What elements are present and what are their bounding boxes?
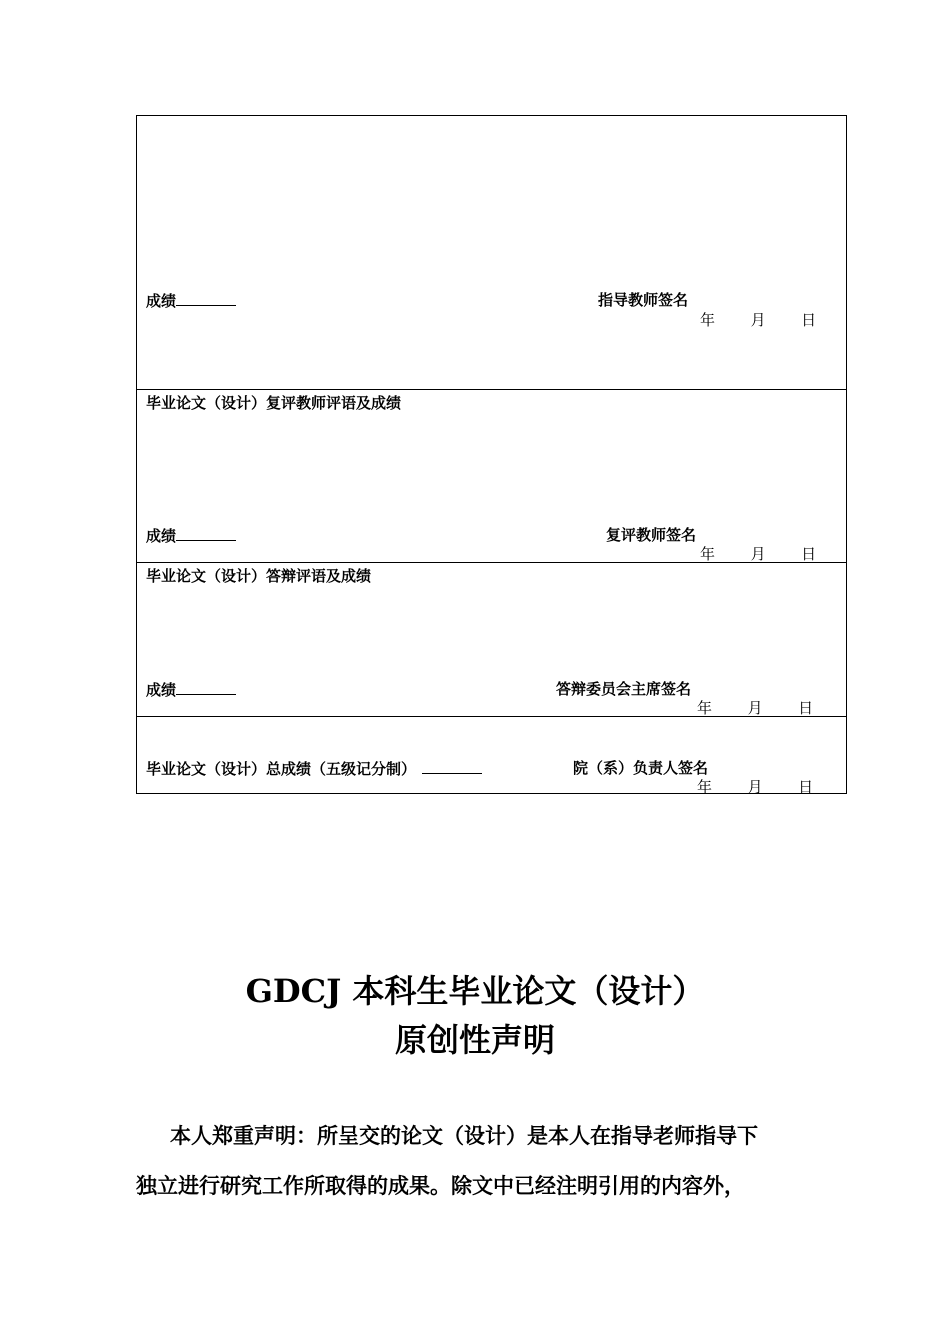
reviewer-section [137,389,846,563]
defense-date [697,699,813,717]
reviewer-date [700,545,816,563]
evaluation-form-table [136,115,847,794]
total-grade-label: 毕业论文（设计）总成绩（五级记分制） [146,760,417,778]
reviewer-grade [146,526,236,545]
defense-grade-label: 成绩 [146,681,177,699]
date-day: 日 [798,778,814,796]
total-grade-blank [422,759,482,774]
reviewer-grade-label: 成绩 [146,527,177,545]
advisor-date [700,311,816,329]
reviewer-grade-blank [176,526,236,541]
defense-grade [146,680,236,699]
date-day: 日 [798,699,814,717]
defense-signature-label: 答辩委员会主席签名 [556,680,692,698]
defense-section [137,562,846,717]
reviewer-signature-label: 复评教师签名 [606,526,697,544]
total-signature-label: 院（系）负责人签名 [573,759,709,777]
reviewer-heading: 毕业论文（设计）复评教师评语及成绩 [146,394,402,412]
total-grade [146,759,482,778]
defense-heading: 毕业论文（设计）答辩评语及成绩 [146,567,372,585]
declaration-title: GDCJ 本科生毕业论文（设计） [245,972,705,1010]
total-section [137,716,846,794]
advisor-grade [146,291,236,310]
date-month: 月 [750,545,766,563]
date-day: 日 [801,311,817,329]
date-month: 月 [747,699,763,717]
declaration-subtitle: 原创性声明 [394,1021,555,1059]
declaration-paragraph-line1: 本人郑重声明：所呈交的论文（设计）是本人在指导老师指导下 [170,1123,758,1148]
date-month: 月 [750,311,766,329]
date-year: 年 [697,778,713,796]
defense-grade-blank [176,680,236,695]
advisor-signature-label: 指导教师签名 [598,291,689,309]
declaration-paragraph-line2: 独立进行研究工作所取得的成果。除文中已经注明引用的内容外， [136,1173,745,1198]
advisor-grade-blank [176,291,236,306]
date-year: 年 [700,545,716,563]
date-year: 年 [697,699,713,717]
advisor-section [137,116,846,389]
date-day: 日 [801,545,817,563]
total-date [697,778,813,796]
date-year: 年 [700,311,716,329]
date-month: 月 [747,778,763,796]
advisor-grade-label: 成绩 [146,292,177,310]
